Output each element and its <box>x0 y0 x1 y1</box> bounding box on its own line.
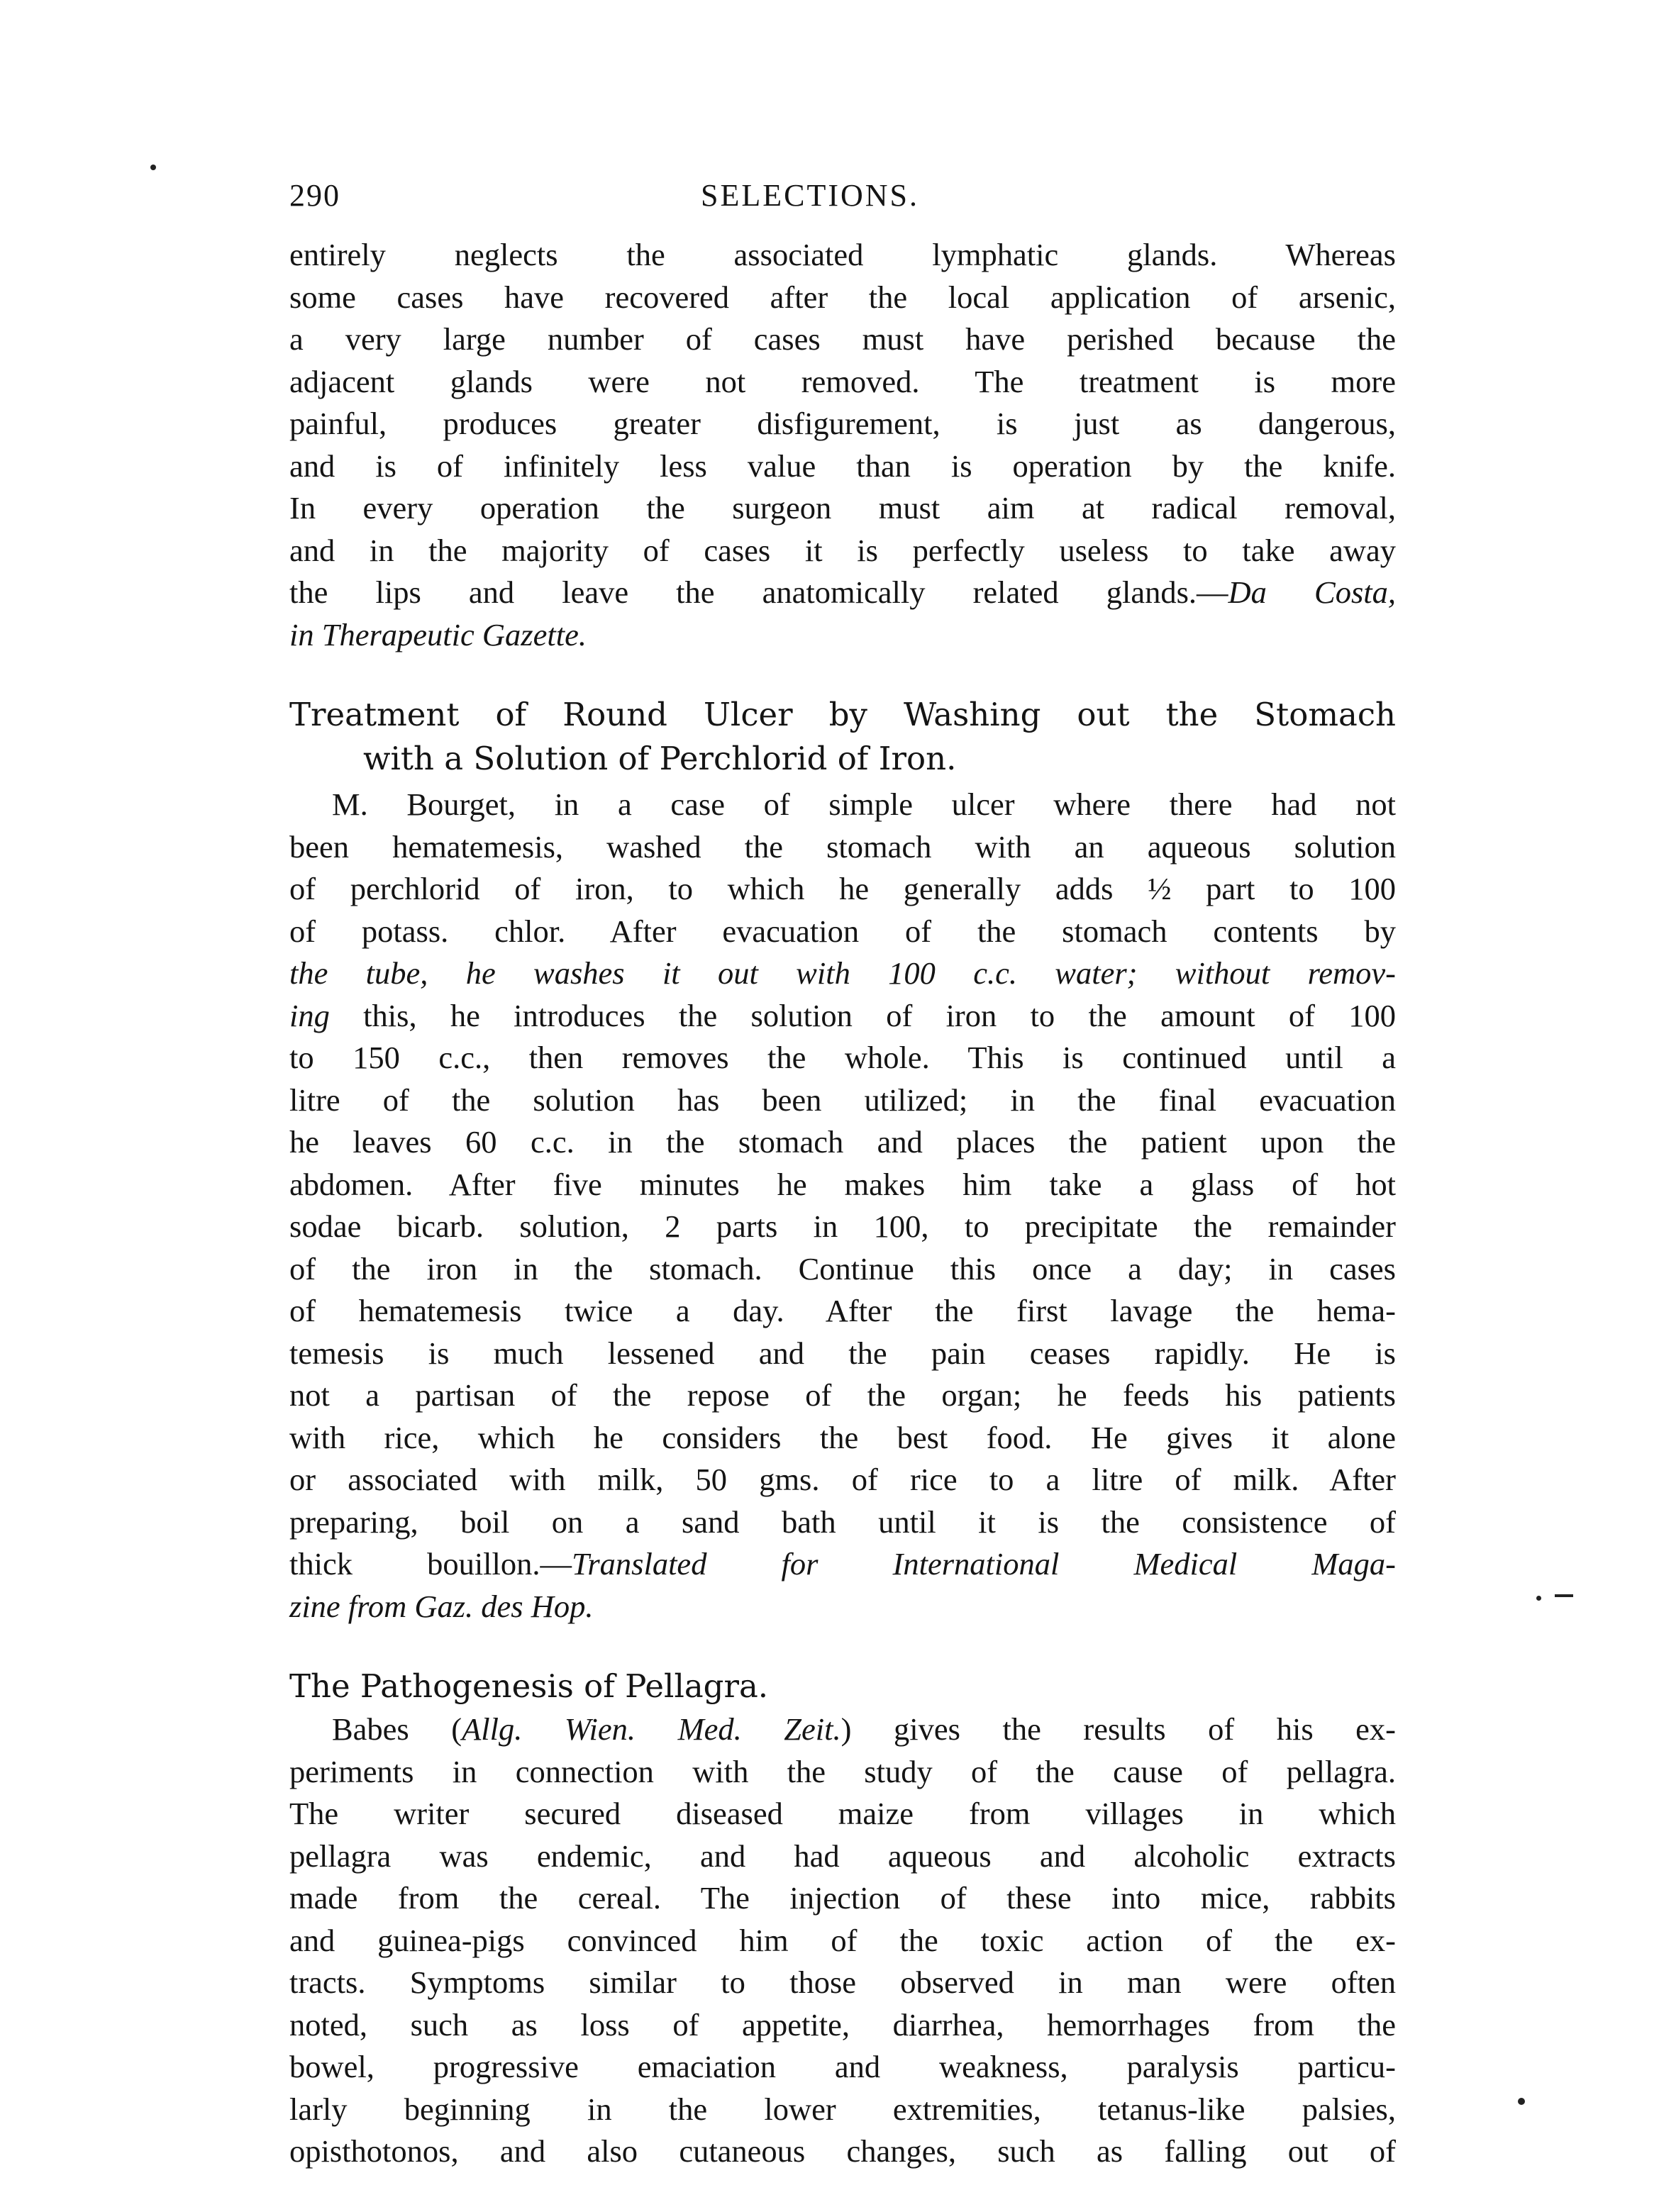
running-title: SELECTIONS. <box>701 178 919 213</box>
italic-run: ing <box>289 997 330 1033</box>
source-citation: in Therapeutic Gazette. <box>289 616 587 652</box>
margin-mark-dot-bottom <box>1518 2098 1525 2105</box>
text-line: of perchlorid of iron, to which he generally adds ½ part to 100 <box>289 871 1396 906</box>
text-line: of potass. chlor. After evacuation of the stomach contents by <box>289 913 1396 949</box>
text-line: tracts. Symptoms similar to those observed in man were often <box>289 1964 1396 2000</box>
journal-citation: Allg. Wien. Med. Zeit. <box>462 1711 841 1747</box>
text-line: to 150 c.c., then removes the whole. This is continued until a <box>289 1040 1396 1075</box>
source-citation: Translated for International Medical Maga- <box>572 1546 1396 1582</box>
text-line: and guinea-pigs convinced him of the toxic action of the ex- <box>289 1922 1396 1958</box>
text-line: periments in connection with the study of the cause of pellagra. <box>289 1753 1396 1789</box>
article-heading-round-ulcer <box>289 693 1396 781</box>
article-body-pellagra <box>289 1708 1396 2173</box>
margin-mark-dot-right <box>1536 1596 1541 1601</box>
text-line <box>289 572 1396 614</box>
margin-mark-dot-top <box>150 165 156 170</box>
text-line: made from the cereal. The injection of these into mice, rabbits <box>289 1880 1396 1916</box>
text-line: In every operation the surgeon must aim at radical removal, <box>289 490 1396 526</box>
article-body-round-ulcer <box>289 784 1396 1628</box>
text-run: this, he introduces the solution of iron to the amount of 100 <box>329 997 1396 1033</box>
text-line: with rice, which he considers the best food. He gives it alone <box>289 1419 1396 1455</box>
text-line: abdomen. After five minutes he makes him take a glass of hot <box>289 1166 1396 1202</box>
text-line: not a partisan of the repose of the organ; he feeds his patients <box>289 1377 1396 1413</box>
text-line: painful, produces greater disfigurement, is just as dangerous, <box>289 406 1396 441</box>
text-line: or associated with milk, 50 gms. of rice to a litre of milk. After <box>289 1462 1396 1497</box>
text-line: temesis is much lessened and the pain ceases rapidly. He is <box>289 1335 1396 1371</box>
running-head <box>289 177 1396 227</box>
text-line: some cases have recovered after the local application of arsenic, <box>289 279 1396 315</box>
text-line: of hematemesis twice a day. After the first lavage the hema- <box>289 1293 1396 1328</box>
text-line <box>289 1543 1396 1586</box>
text-line: preparing, boil on a sand bath until it is the consistence of <box>289 1504 1396 1540</box>
article-heading-pellagra <box>289 1664 1396 1708</box>
text-line: been hematemesis, washed the stomach with an aqueous solution <box>289 828 1396 865</box>
page <box>289 177 1396 2173</box>
text-line: sodae bicarb. solution, 2 parts in 100, to precipitate the remainder <box>289 1208 1396 1244</box>
text-line: pellagra was endemic, and had aqueous and alcoholic extracts <box>289 1838 1396 1874</box>
intro-paragraph <box>289 234 1396 656</box>
text-line: and is of infinitely less value than is operation by the knife. <box>289 448 1396 484</box>
text-line: he leaves 60 c.c. in the stomach and places the patient upon the <box>289 1124 1396 1160</box>
page-number: 290 <box>289 178 340 213</box>
source-citation: Da Costa, <box>1228 574 1397 610</box>
text-line <box>289 614 1396 657</box>
text-line: opisthotonos, and also cutaneous changes, such as falling out of <box>289 2133 1396 2169</box>
text-run: Babes ( <box>332 1711 462 1747</box>
heading-line: with a Solution of Perchlorid of Iron. <box>363 740 957 777</box>
text-line: and in the majority of cases it is perfectly useless to take away <box>289 532 1396 568</box>
heading-line: The Pathogenesis of Pellagra. <box>289 1667 769 1705</box>
italic-run: the tube, he washes it out with 100 c.c. water; without remov- <box>289 955 1396 991</box>
text-line: noted, such as loss of appetite, diarrhea, hemorrhages from the <box>289 2006 1396 2043</box>
text-line: a very large number of cases must have perished because the <box>289 321 1396 357</box>
text-line <box>289 1586 1396 1628</box>
text-line <box>289 1708 1396 1751</box>
text-run: the lips and leave the anatomically related glands.— <box>289 574 1228 610</box>
text-line: M. Bourget, in a case of simple ulcer where there had not <box>332 787 1396 822</box>
text-line <box>289 995 1396 1038</box>
heading-line: Treatment of Round Ulcer by Washing out the Stomach <box>289 696 1396 733</box>
text-line: litre of the solution has been utilized; in the final evacuation <box>289 1082 1396 1118</box>
text-run: ) gives the results of his ex- <box>840 1711 1396 1747</box>
source-citation: zine from Gaz. des Hop. <box>289 1588 594 1624</box>
text-line: adjacent glands were not removed. The treatment is more <box>289 363 1396 399</box>
text-line <box>289 952 1396 995</box>
margin-mark-dash-right <box>1555 1594 1573 1597</box>
text-run: thick bouillon.— <box>289 1546 572 1582</box>
text-line: bowel, progressive emaciation and weakness, paralysis particu- <box>289 2049 1396 2084</box>
text-line: entirely neglects the associated lymphatic glands. Whereas <box>289 237 1396 272</box>
text-line: of the iron in the stomach. Continue this once a day; in cases <box>289 1250 1396 1286</box>
text-line: The writer secured diseased maize from villages in which <box>289 1796 1396 1831</box>
text-line: larly beginning in the lower extremities, tetanus-like palsies, <box>289 2091 1396 2127</box>
